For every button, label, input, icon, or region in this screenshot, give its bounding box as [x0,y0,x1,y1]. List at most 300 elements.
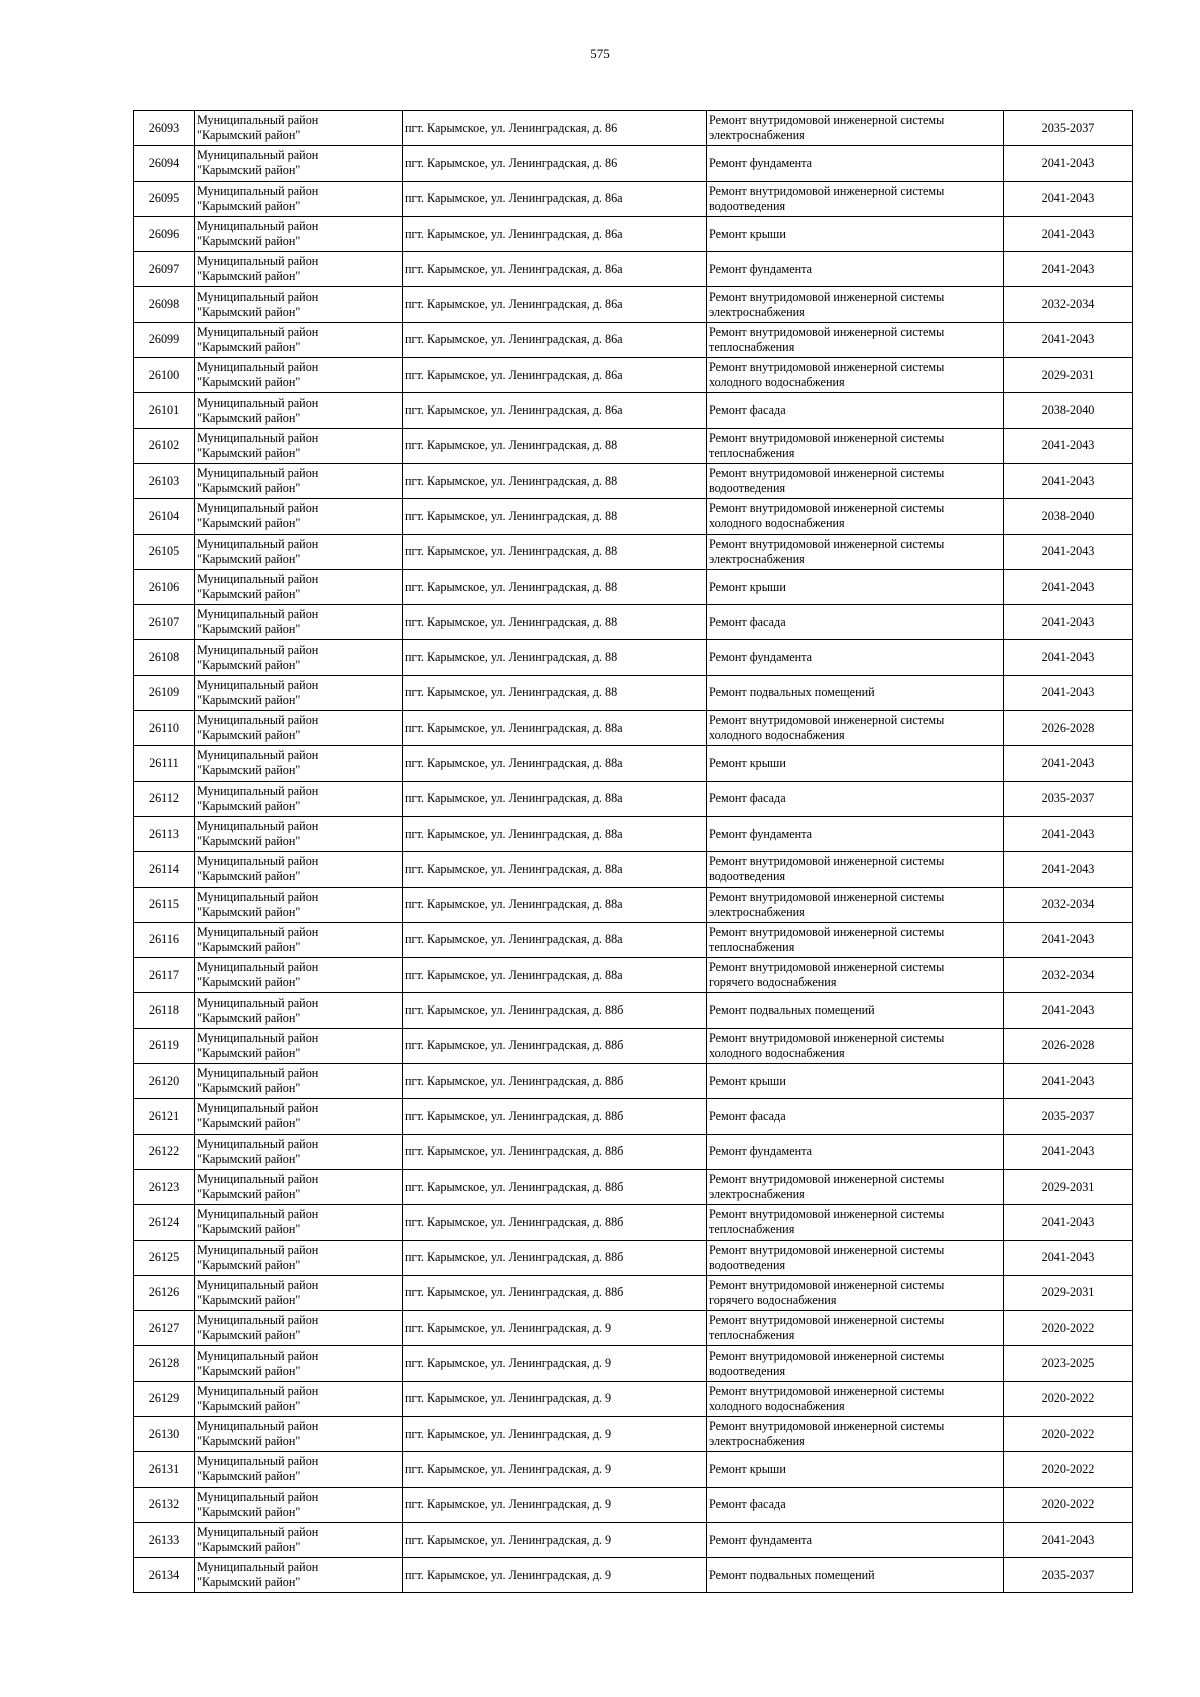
period-cell: 2041-2043 [1004,922,1133,957]
table-row [134,358,1133,393]
row-number-cell: 26124 [134,1205,195,1240]
municipality-line: Муниципальный район [197,1066,319,1081]
work-type-line: Ремонт внутридомовой инженерной системы [709,1030,945,1045]
work-type-line: Ремонт крыши [709,1461,786,1476]
municipality-line: "Карымский район" [197,375,301,390]
municipality-line: Муниципальный район [197,289,319,304]
address-cell: пгт. Карымское, ул. Ленинградская, д. 88б [403,993,707,1028]
table-row [134,605,1133,640]
municipality-line: Муниципальный район [197,1313,319,1328]
address-cell: пгт. Карымское, ул. Ленинградская, д. 88 [403,499,707,534]
municipality-line: "Карымский район" [197,304,301,319]
work-type-cell [707,1028,1004,1063]
work-type-line: Ремонт внутридомовой инженерной системы [709,430,945,445]
municipality-cell [195,887,403,922]
period-cell: 2023-2025 [1004,1346,1133,1381]
table-row [134,1134,1133,1169]
address-cell: пгт. Карымское, ул. Ленинградская, д. 86а [403,181,707,216]
row-number-cell: 26118 [134,993,195,1028]
work-type-line: Ремонт фасада [709,403,786,418]
address-cell: пгт. Карымское, ул. Ленинградская, д. 88 [403,605,707,640]
municipality-cell [195,181,403,216]
work-type-line: теплоснабжения [709,1222,795,1237]
table-row [134,746,1133,781]
address-cell: пгт. Карымское, ул. Ленинградская, д. 88б [403,1028,707,1063]
table-row [134,252,1133,287]
work-type-cell [707,887,1004,922]
municipality-line: "Карымский район" [197,1222,301,1237]
table-row [134,1452,1133,1487]
address-cell: пгт. Карымское, ул. Ленинградская, д. 88а [403,887,707,922]
address-cell: пгт. Карымское, ул. Ленинградская, д. 9 [403,1346,707,1381]
work-type-line: Ремонт внутридомовой инженерной системы [709,1313,945,1328]
address-cell: пгт. Карымское, ул. Ленинградская, д. 88а [403,781,707,816]
municipality-line: "Карымский район" [197,163,301,178]
municipality-cell [195,428,403,463]
municipality-cell [195,1487,403,1522]
row-number-cell: 26101 [134,393,195,428]
address-cell: пгт. Карымское, ул. Ленинградская, д. 88б [403,1064,707,1099]
municipality-cell [195,816,403,851]
municipality-line: Муниципальный район [197,466,319,481]
municipality-cell [195,1311,403,1346]
municipality-line: Муниципальный район [197,1348,319,1363]
work-type-line: водоотведения [709,198,786,213]
municipality-line: Муниципальный район [197,1454,319,1469]
period-cell: 2041-2043 [1004,746,1133,781]
address-cell: пгт. Карымское, ул. Ленинградская, д. 9 [403,1487,707,1522]
municipality-line: "Карымский район" [197,692,301,707]
municipality-line: "Карымский район" [197,728,301,743]
work-type-line: электроснабжения [709,551,805,566]
municipality-line: "Карымский район" [197,1434,301,1449]
work-type-line: водоотведения [709,481,786,496]
period-cell: 2020-2022 [1004,1311,1133,1346]
municipality-line: "Карымский район" [197,1151,301,1166]
period-cell: 2029-2031 [1004,1169,1133,1204]
address-cell: пгт. Карымское, ул. Ленинградская, д. 88а [403,852,707,887]
table-row [134,393,1133,428]
work-type-line: Ремонт внутридомовой инженерной системы [709,536,945,551]
work-type-line: Ремонт фасада [709,791,786,806]
municipality-cell [195,1452,403,1487]
municipality-line: "Карымский район" [197,128,301,143]
work-type-cell [707,463,1004,498]
municipality-cell [195,216,403,251]
work-type-line: холодного водоснабжения [709,1045,845,1060]
row-number-cell: 26114 [134,852,195,887]
row-number-cell: 26107 [134,605,195,640]
address-cell: пгт. Карымское, ул. Ленинградская, д. 88а [403,711,707,746]
work-type-cell [707,1275,1004,1310]
municipality-line: "Карымский район" [197,587,301,601]
work-type-cell [707,252,1004,287]
work-type-line: теплоснабжения [709,445,795,460]
address-cell: пгт. Карымское, ул. Ленинградская, д. 86а [403,216,707,251]
municipality-line: Муниципальный район [197,219,319,234]
municipality-line: Муниципальный район [197,1277,319,1292]
municipality-line: "Карымский район" [197,657,301,672]
work-type-line: Ремонт внутридомовой инженерной системы [709,960,945,975]
address-cell: пгт. Карымское, ул. Ленинградская, д. 88а [403,746,707,781]
work-type-cell [707,428,1004,463]
work-type-cell [707,499,1004,534]
row-number-cell: 26109 [134,675,195,710]
work-type-line: холодного водоснабжения [709,516,845,531]
municipality-line: Муниципальный район [197,1489,319,1504]
address-cell: пгт. Карымское, ул. Ленинградская, д. 88б [403,1240,707,1275]
address-cell: пгт. Карымское, ул. Ленинградская, д. 86а [403,287,707,322]
address-cell: пгт. Карымское, ул. Ленинградская, д. 88 [403,463,707,498]
address-cell: пгт. Карымское, ул. Ленинградская, д. 88б [403,1275,707,1310]
work-type-cell [707,852,1004,887]
period-cell: 2020-2022 [1004,1416,1133,1451]
work-type-cell [707,181,1004,216]
municipality-line: Муниципальный район [197,819,319,834]
period-cell: 2035-2037 [1004,1099,1133,1134]
period-cell: 2041-2043 [1004,216,1133,251]
row-number-cell: 26094 [134,146,195,181]
work-type-cell [707,1134,1004,1169]
municipality-cell [195,1134,403,1169]
work-type-line: Ремонт внутридомовой инженерной системы [709,1242,945,1257]
municipality-line: Муниципальный район [197,1136,319,1151]
row-number-cell: 26111 [134,746,195,781]
period-cell: 2020-2022 [1004,1487,1133,1522]
period-cell: 2035-2037 [1004,781,1133,816]
municipality-line: Муниципальный район [197,889,319,904]
table-row [134,1169,1133,1204]
municipality-line: "Карымский район" [197,1575,301,1590]
period-cell: 2020-2022 [1004,1452,1133,1487]
work-type-cell [707,1558,1004,1593]
address-cell: пгт. Карымское, ул. Ленинградская, д. 86а [403,322,707,357]
work-type-line: Ремонт внутридомовой инженерной системы [709,1383,945,1398]
work-type-cell [707,1381,1004,1416]
municipality-line: "Карымский район" [197,269,301,284]
municipality-line: Муниципальный район [197,783,319,798]
address-cell: пгт. Карымское, ул. Ленинградская, д. 9 [403,1522,707,1557]
period-cell: 2041-2043 [1004,322,1133,357]
work-type-cell [707,711,1004,746]
table-row [134,216,1133,251]
table-row [134,146,1133,181]
municipality-line: "Карымский район" [197,1363,301,1378]
work-type-line: водоотведения [709,1257,786,1272]
municipality-line: Муниципальный район [197,324,319,339]
municipality-line: "Карымский район" [197,198,301,213]
work-type-line: электроснабжения [709,304,805,319]
address-cell: пгт. Карымское, ул. Ленинградская, д. 88б [403,1205,707,1240]
municipality-cell [195,358,403,393]
period-cell: 2035-2037 [1004,1558,1133,1593]
address-cell: пгт. Карымское, ул. Ленинградская, д. 9 [403,1416,707,1451]
municipality-line: "Карымский район" [197,551,301,566]
municipality-line: "Карымский район" [197,975,301,990]
work-type-cell [707,993,1004,1028]
work-type-line: Ремонт фундамента [709,1532,813,1547]
work-type-line: Ремонт внутридомовой инженерной системы [709,854,945,869]
table-row [134,1558,1133,1593]
work-type-cell [707,216,1004,251]
municipality-line: "Карымский район" [197,1257,301,1272]
municipality-line: Муниципальный район [197,713,319,728]
work-type-line: Ремонт внутридомовой инженерной системы [709,1277,945,1292]
row-number-cell: 26134 [134,1558,195,1593]
municipality-line: Муниципальный район [197,1383,319,1398]
period-cell: 2029-2031 [1004,1275,1133,1310]
work-type-line: Ремонт внутридомовой инженерной системы [709,360,945,375]
table-row [134,1487,1133,1522]
period-cell: 2041-2043 [1004,1134,1133,1169]
work-type-cell [707,393,1004,428]
municipality-cell [195,393,403,428]
table-body [134,111,1133,1593]
row-number-cell: 26130 [134,1416,195,1451]
table-row [134,1416,1133,1451]
municipality-line: "Карымский район" [197,763,301,778]
work-type-line: Ремонт внутридомовой инженерной системы [709,1172,945,1187]
municipality-line: Муниципальный район [197,113,319,128]
work-type-line: Ремонт фасада [709,1108,786,1123]
period-cell: 2032-2034 [1004,887,1133,922]
municipality-cell [195,1381,403,1416]
municipality-line: Муниципальный район [197,254,319,269]
municipality-line: "Карымский район" [197,622,301,637]
period-cell: 2041-2043 [1004,569,1133,604]
work-type-line: Ремонт подвальных помещений [709,1003,875,1018]
municipality-line: Муниципальный район [197,430,319,445]
period-cell: 2041-2043 [1004,1240,1133,1275]
municipality-cell [195,463,403,498]
municipality-line: Муниципальный район [197,1525,319,1540]
work-type-line: Ремонт внутридомовой инженерной системы [709,501,945,516]
address-cell: пгт. Карымское, ул. Ленинградская, д. 88а [403,816,707,851]
municipality-line: Муниципальный район [197,677,319,692]
work-type-cell [707,675,1004,710]
row-number-cell: 26100 [134,358,195,393]
table-row [134,1064,1133,1099]
table-row [134,569,1133,604]
municipality-line: Муниципальный район [197,1242,319,1257]
municipality-line: "Карымский район" [197,445,301,460]
work-type-cell [707,569,1004,604]
municipality-line: Муниципальный район [197,642,319,657]
work-type-cell [707,1311,1004,1346]
address-cell: пгт. Карымское, ул. Ленинградская, д. 88а [403,922,707,957]
period-cell: 2041-2043 [1004,816,1133,851]
address-cell: пгт. Карымское, ул. Ленинградская, д. 88б [403,1099,707,1134]
work-type-line: Ремонт фундамента [709,155,813,170]
municipality-line: "Карымский район" [197,1292,301,1307]
municipality-line: Муниципальный район [197,536,319,551]
repair-schedule-table [133,110,1133,1593]
period-cell: 2041-2043 [1004,463,1133,498]
period-cell: 2041-2043 [1004,428,1133,463]
municipality-cell [195,111,403,146]
table-row [134,1311,1133,1346]
row-number-cell: 26120 [134,1064,195,1099]
row-number-cell: 26116 [134,922,195,957]
work-type-cell [707,640,1004,675]
row-number-cell: 26098 [134,287,195,322]
work-type-cell [707,1452,1004,1487]
work-type-line: Ремонт внутридомовой инженерной системы [709,183,945,198]
row-number-cell: 26122 [134,1134,195,1169]
period-cell: 2041-2043 [1004,146,1133,181]
municipality-line: "Карымский район" [197,939,301,954]
municipality-cell [195,1099,403,1134]
table-row [134,1522,1133,1557]
work-type-cell [707,1169,1004,1204]
work-type-line: холодного водоснабжения [709,375,845,390]
municipality-cell [195,675,403,710]
work-type-line: Ремонт внутридомовой инженерной системы [709,466,945,481]
municipality-line: Муниципальный район [197,1030,319,1045]
row-number-cell: 26133 [134,1522,195,1557]
table-row [134,111,1133,146]
row-number-cell: 26127 [134,1311,195,1346]
municipality-cell [195,1275,403,1310]
municipality-cell [195,499,403,534]
period-cell: 2032-2034 [1004,958,1133,993]
period-cell: 2041-2043 [1004,534,1133,569]
row-number-cell: 26108 [134,640,195,675]
work-type-line: Ремонт подвальных помещений [709,1567,875,1582]
work-type-cell [707,1416,1004,1451]
work-type-line: Ремонт внутридомовой инженерной системы [709,1348,945,1363]
municipality-line: Муниципальный район [197,960,319,975]
municipality-cell [195,746,403,781]
row-number-cell: 26119 [134,1028,195,1063]
work-type-cell [707,1205,1004,1240]
address-cell: пгт. Карымское, ул. Ленинградская, д. 88 [403,569,707,604]
municipality-cell [195,605,403,640]
row-number-cell: 26123 [134,1169,195,1204]
row-number-cell: 26097 [134,252,195,287]
work-type-line: горячего водоснабжения [709,1292,837,1307]
municipality-line: "Карымский район" [197,1504,301,1519]
work-type-cell [707,1487,1004,1522]
table-row [134,958,1133,993]
period-cell: 2038-2040 [1004,393,1133,428]
municipality-cell [195,781,403,816]
table-row [134,993,1133,1028]
period-cell: 2041-2043 [1004,675,1133,710]
municipality-cell [195,322,403,357]
row-number-cell: 26105 [134,534,195,569]
work-type-line: Ремонт внутридомовой инженерной системы [709,889,945,904]
row-number-cell: 26096 [134,216,195,251]
row-number-cell: 26112 [134,781,195,816]
row-number-cell: 26113 [134,816,195,851]
work-type-cell [707,287,1004,322]
work-type-line: Ремонт фундамента [709,261,813,276]
work-type-line: Ремонт фундамента [709,650,813,665]
table-row [134,322,1133,357]
municipality-line: "Карымский район" [197,1010,301,1025]
work-type-cell [707,958,1004,993]
work-type-cell [707,1064,1004,1099]
municipality-cell [195,1028,403,1063]
address-cell: пгт. Карымское, ул. Ленинградская, д. 88б [403,1169,707,1204]
table-row [134,499,1133,534]
table-row [134,534,1133,569]
municipality-cell [195,852,403,887]
municipality-line: Муниципальный район [197,1207,319,1222]
table-row [134,287,1133,322]
work-type-cell [707,534,1004,569]
work-type-cell [707,1346,1004,1381]
work-type-line: Ремонт внутридомовой инженерной системы [709,713,945,728]
work-type-line: электроснабжения [709,1187,805,1202]
municipality-cell [195,287,403,322]
table-row [134,781,1133,816]
municipality-cell [195,569,403,604]
municipality-line: Муниципальный район [197,1560,319,1575]
work-type-line: теплоснабжения [709,339,795,354]
table-row [134,816,1133,851]
work-type-line: Ремонт внутридомовой инженерной системы [709,1419,945,1434]
table-row [134,852,1133,887]
table-row [134,887,1133,922]
table-row [134,640,1133,675]
table-row [134,1240,1133,1275]
municipality-line: "Карымский район" [197,1116,301,1131]
municipality-cell [195,1558,403,1593]
row-number-cell: 26106 [134,569,195,604]
work-type-line: электроснабжения [709,904,805,919]
municipality-line: Муниципальный район [197,148,319,163]
table-row [134,922,1133,957]
table-row [134,463,1133,498]
table-row [134,1028,1133,1063]
address-cell: пгт. Карымское, ул. Ленинградская, д. 86 [403,111,707,146]
work-type-line: водоотведения [709,1363,786,1378]
work-type-line: Ремонт внутридомовой инженерной системы [709,289,945,304]
municipality-cell [195,1522,403,1557]
municipality-line: "Карымский район" [197,1187,301,1202]
work-type-cell [707,816,1004,851]
municipality-line: Муниципальный район [197,183,319,198]
work-type-line: Ремонт внутридомовой инженерной системы [709,324,945,339]
municipality-line: "Карымский район" [197,516,301,531]
row-number-cell: 26093 [134,111,195,146]
municipality-line: "Карымский район" [197,834,301,849]
work-type-line: Ремонт крыши [709,1073,786,1088]
municipality-cell [195,640,403,675]
table-row [134,1099,1133,1134]
municipality-cell [195,1346,403,1381]
municipality-cell [195,993,403,1028]
table-row [134,675,1133,710]
work-type-cell [707,358,1004,393]
period-cell: 2032-2034 [1004,287,1133,322]
municipality-line: Муниципальный район [197,572,319,586]
work-type-line: водоотведения [709,869,786,884]
work-type-line: Ремонт крыши [709,579,786,594]
row-number-cell: 26117 [134,958,195,993]
address-cell: пгт. Карымское, ул. Ленинградская, д. 86 [403,146,707,181]
page-number: 575 [590,46,610,61]
row-number-cell: 26110 [134,711,195,746]
municipality-line: "Карымский район" [197,1540,301,1555]
address-cell: пгт. Карымское, ул. Ленинградская, д. 9 [403,1558,707,1593]
municipality-cell [195,534,403,569]
period-cell: 2041-2043 [1004,993,1133,1028]
work-type-cell [707,1099,1004,1134]
address-cell: пгт. Карымское, ул. Ленинградская, д. 88 [403,675,707,710]
